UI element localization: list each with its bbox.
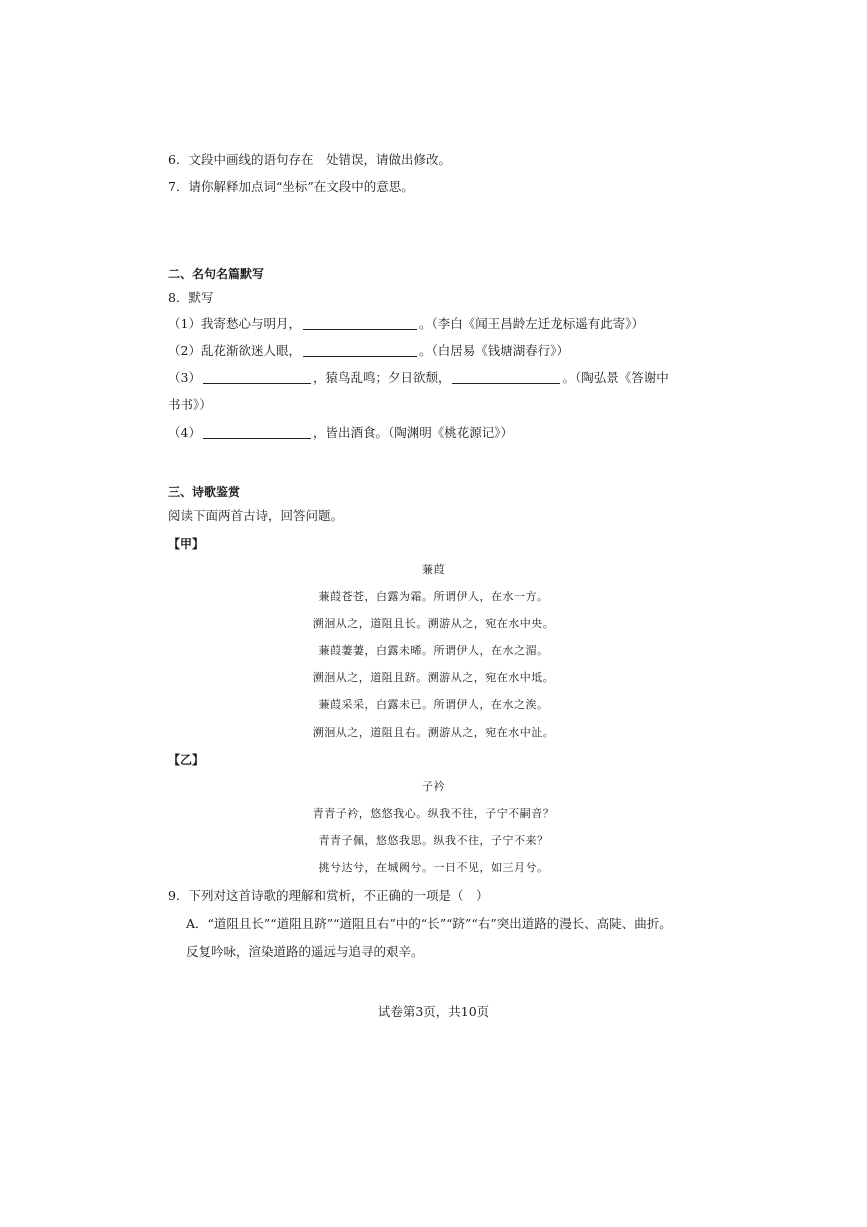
poem-1-line: 溯洄从之，道阻且跻。溯游从之，宛在水中坻。 (312, 671, 555, 684)
poem-jia-label: 【甲】 (168, 537, 205, 551)
poem-1-line: 蒹葭苍苍，白露为霜。所谓伊人，在水一方。 (318, 590, 549, 603)
recitation-item-3 (168, 370, 669, 386)
recitation-item-3-continuation: 书书》） (168, 397, 212, 412)
poem-2-line: 青青子佩，悠悠我思。纵我不往，子宁不来？ (318, 834, 549, 847)
question-6: 6．文段中画线的语句存在 处错误，请做出修改。 (168, 152, 451, 167)
poem-2-title: 子衿 (422, 780, 445, 793)
poem-1-line: 蒹葭采采，白露未已。所谓伊人，在水之涘。 (318, 698, 549, 711)
recitation-item-1-prefix: （1）我寄愁心与明月， (168, 316, 301, 331)
answer-blank[interactable] (203, 426, 311, 439)
recitation-item-3-middle: ，猿鸟乱鸣；夕日欲颓， (312, 370, 451, 385)
poem-yi-label: 【乙】 (168, 753, 205, 767)
recitation-item-1-suffix: 。（李白《闻王昌龄左迁龙标遥有此寄》） (418, 316, 644, 331)
option-a-continuation: 反复吟咏，渲染道路的遥远与追寻的艰辛。 (186, 944, 424, 959)
question-7: 7．请你解释加点词“坐标”在文段中的意思。 (168, 179, 414, 194)
answer-blank[interactable] (303, 344, 417, 357)
recitation-item-2-suffix: 。（白居易《钱塘湖春行》） (418, 343, 569, 358)
poem-1-line: 蒹葭萋萋，白露未晞。所谓伊人，在水之湄。 (318, 644, 549, 657)
poem-2-line: 挑兮达兮，在城阙兮。一日不见，如三月兮。 (318, 861, 549, 874)
recitation-item-1 (168, 316, 644, 332)
recitation-item-4-prefix: （4） (168, 425, 201, 440)
poem-1-line: 溯洄从之，道阻且右。溯游从之，宛在水中沚。 (312, 726, 555, 739)
answer-blank[interactable] (452, 371, 560, 384)
answer-blank[interactable] (203, 371, 311, 384)
recitation-item-3-prefix: （3） (168, 370, 201, 385)
recitation-item-2 (168, 343, 569, 359)
recitation-item-3-suffix: 。（陶弘景《答谢中 (562, 370, 669, 385)
recitation-item-4 (168, 425, 513, 441)
recitation-item-4-suffix: ，皆出酒食。（陶渊明《桃花源记》） (312, 425, 513, 440)
question-9: 9．下列对这首诗歌的理解和赏析，不正确的一项是（ ） (168, 888, 489, 903)
option-a: A．“道阻且长”“道阻且跻”“道阻且右”中的“长”“跻”“右”突出道路的漫长、高陡、曲折。 (186, 916, 672, 931)
recitation-item-2-prefix: （2）乱花渐欲迷人眼， (168, 343, 301, 358)
answer-blank[interactable] (303, 317, 417, 330)
section-2-title: 二、名句名篇默写 (168, 267, 265, 281)
page-footer: 试卷第3页，共10页 (377, 1004, 490, 1019)
poem-1-line: 溯洄从之，道阻且长。溯游从之，宛在水中央。 (312, 617, 555, 630)
poem-2-line: 青青子衿，悠悠我心。纵我不往，子宁不嗣音？ (312, 807, 555, 820)
section-3-title: 三、诗歌鉴赏 (168, 485, 241, 499)
poem-1-title: 蒹葭 (422, 563, 445, 576)
question-8: 8．默写 (168, 290, 214, 305)
section-3-intro: 阅读下面两首古诗，回答问题。 (168, 508, 344, 523)
